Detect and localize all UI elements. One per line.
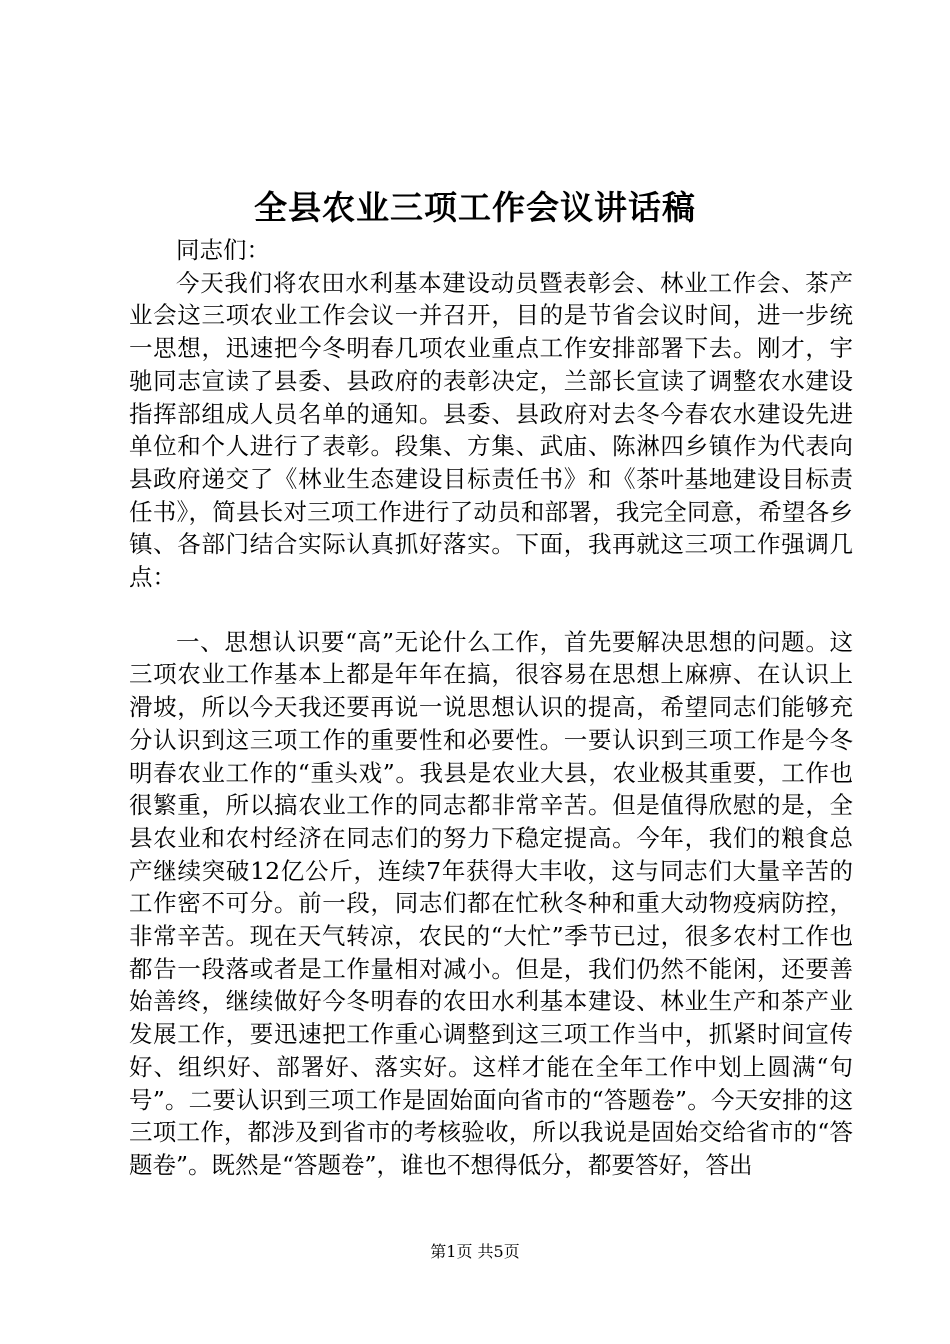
salutation: 同志们： — [176, 236, 270, 264]
document-title: 全县农业三项工作会议讲话稿 — [254, 188, 696, 227]
paragraph-intro: 今天我们将农田水利基本建设动员暨表彰会、林业工作会、茶产业会这三项农业工作会议一并召开，目的是节省会议时间，进一步统一思想，迅速把今冬明春几项农业重点工作安排部署下去。刚才，宇驰同志宣读了县委、县政府的表彰决定，兰部长宣读了调整农水建设指挥部组成人员名单的通知。县委、县政府对去冬今春农水建设先进单位和个人进行了表彰。段集、方集、武庙、陈淋四乡镇作为代表向县政府递交了《林业生态建设目标责任书》和《茶叶基地建设目标责任书》，简县长对三项工作进行了动员和部署，我完全同意，希望各乡镇、各部门结合实际认真抓好落实。下面，我再就这三项工作强调几点： — [129, 268, 853, 592]
document-body — [129, 234, 853, 1182]
paragraph-section-one: 一、思想认识要“高”无论什么工作，首先要解决思想的问题。这三项农业工作基本上都是年年在搞，很容易在思想上麻痹、在认识上滑坡，所以今天我还要再说一说思想认识的提高，希望同志们能够充分认识到这三项工作的重要性和必要性。一要认识到三项工作是今冬明春农业工作的“重头戏”。我县是农业大县，农业极其重要，工作也很繁重，所以搞农业工作的同志都非常辛苦。但是值得欣慰的是，全县农业和农村经济在同志们的努力下稳定提高。今年，我们的粮食总产继续突破12亿公斤，连续7年获得大丰收，这与同志们大量辛苦的工作密不可分。前一段，同志们都在忙秋冬种和重大动物疫病防控，非常辛苦。现在天气转凉，农民的“大忙”季节已过，很多农村工作也都告一段落或者是工作量相对减小。但是，我们仍然不能闲，还要善始善终，继续做好今冬明春的农田水利基本建设、林业生产和茶产业发展工作，要迅速把工作重心调整到这三项工作当中，抓紧时间宣传好、组织好、部署好、落实好。这样才能在全年工作中划上圆满“句号”。二要认识到三项工作是固始面向省市的“答题卷”。今天安排的这三项工作，都涉及到省市的考核验收，所以我说是固始交给省市的“答题卷”。既然是“答题卷”，谁也不想得低分，都要答好，答出 — [129, 627, 853, 1179]
page-footer: 第1页 共5页 — [430, 1242, 520, 1261]
